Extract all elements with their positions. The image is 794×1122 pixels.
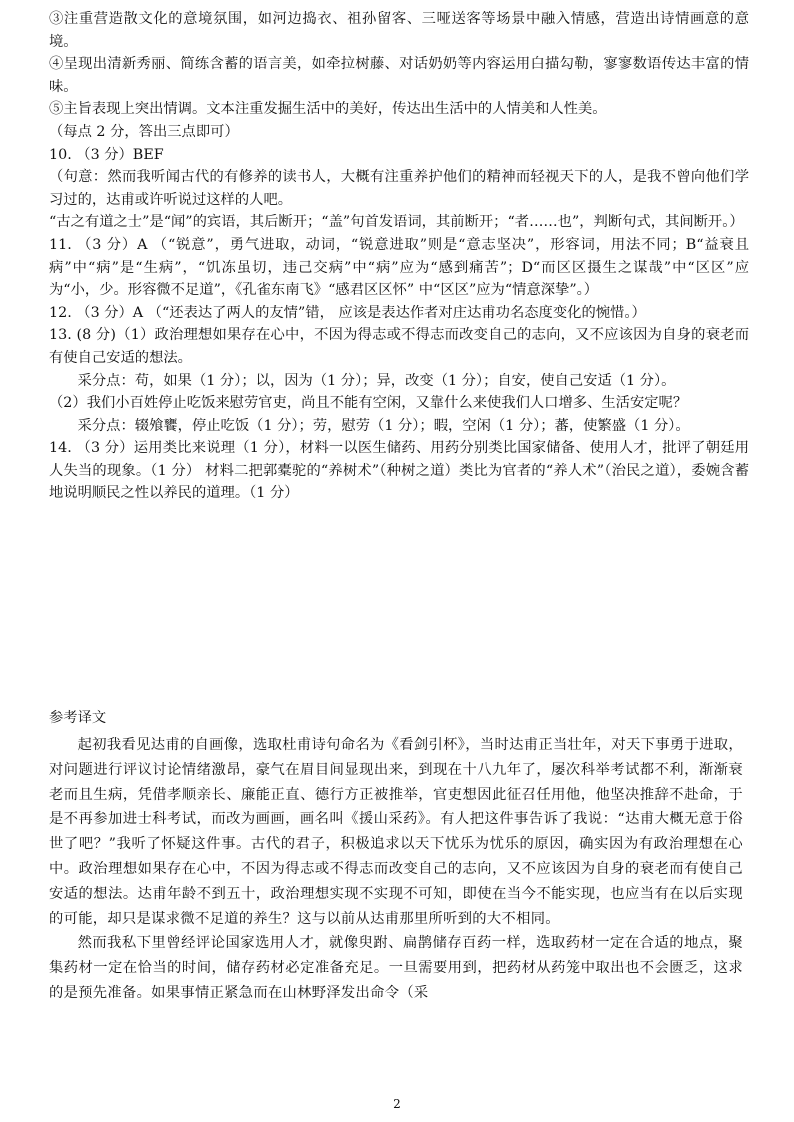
answer-section — [49, 8, 749, 505]
reference-heading: 参考译文 — [49, 710, 107, 726]
question-13-part-1: 13. (8 分)（1）政治理想如果存在心中，不因为得志或不得志而改变自己的志向，又不应该因为自身的衰老而有使自己安适的想法。 — [49, 327, 749, 366]
reference-translation — [49, 733, 743, 1006]
question-10-explanation: （句意：然而我听闻古代的有修养的读书人，大概有注重养护他们的精神而轻视天下的人，是我不曾向他们学习过的，达甫或许听说过这样的人吧。 — [49, 169, 749, 208]
question-11-answer: 11. （3 分）A （“锐意”，勇气进取，动词，“锐意进取”则是“意志坚决”，形容词，用法不同；B“益衰且病”中“病”是“生病”，“饥冻虽切，违己交病”中“病”应为“感到痛苦”；D“而区区摄生之谋哉”中“区区”应为“小，少。形容微不足道”，《孔雀东南飞》“感君区区怀” 中“区区”应为“情意深挚”。） — [49, 236, 749, 299]
question-13-part-1-scoring: 采分点：苟，如果（1 分）；以，因为（1 分）；异，改变（1 分）；自安，使自己安适（1 分）。 — [77, 372, 676, 389]
question-14-answer: 14. （3 分）运用类比来说理（1 分），材料一以医生储药、用药分别类比国家储备、使用人才，批评了朝廷用人失当的现象。（1 分） 材料二把郭橐驼的“养树术”（种树之道）类比为官者的“养人术”（治民之道），委婉含蓄地说明顺民之性以养民的道理。（1 分） — [49, 440, 749, 502]
question-10-explanation-2: “古之有道之士”是“闻”的宾语，其后断开；“盖”句首发语词，其前断开；“者……也”，判断句式，其间断开。） — [49, 214, 744, 231]
question-13-part-2-scoring: 采分点：辍飧饔，停止吃饭（1 分）；劳，慰劳（1 分）；暇，空闲（1 分）；蕃，使繁盛（1 分）。 — [77, 417, 690, 434]
question-10-answer: 10. （3 分）BEF — [49, 146, 164, 163]
translation-paragraph-2: 然而我私下里曾经评论国家选用人才，就像臾跗、扁鹊储存百药一样，选取药材一定在合适的地点，聚集药材一定在恰当的时间，储存药材必定准备充足。一旦需要用到，把药材从药笼中取出也不会匮乏，这求的是预先准备。如果事情正紧急而在山林野泽发出命令（采 — [49, 935, 743, 1001]
answer-item-3: ③注重营造散文化的意境氛围，如河边捣衣、祖孙留客、三哑送客等场景中融入情感，营造出诗情画意的意境。 — [49, 11, 749, 50]
answer-item-4: ④呈现出清新秀丽、简练含蓄的语言美，如牵拉树藤、对话奶奶等内容运用白描勾勒，寥寥数语传达丰富的情味。 — [49, 56, 749, 95]
score-note: （每点 2 分，答出三点即可） — [49, 123, 239, 140]
answer-item-5: ⑤主旨表现上突出情调。文本注重发掘生活中的美好，传达出生活中的人情美和人性美。 — [49, 101, 607, 118]
question-12-answer: 12. （3 分）A （“还表达了两人的友情”错， 应该是表达作者对庄达甫功名态度变化的惋惜。） — [49, 304, 646, 321]
page-number: 2 — [393, 1097, 401, 1111]
translation-paragraph-1: 起初我看见达甫的自画像，选取杜甫诗句命名为《看剑引杯》，当时达甫正当壮年，对天下事勇于进取，对问题进行评议讨论情绪激昂，豪气在眉目间显现出来，到现在十八九年了，屡次科举考试都不利，渐渐衰老而且生病，凭借孝顺亲长、廉能正直、德行方正被推举，官吏想因此征召任用他，他坚决推辞不赴命，于是不再参加进士科考试，而改为画画，画名叫《援山采药》。有人把这件事告诉了我说：“达甫大概无意于俗世了吧？”我听了怀疑这件事。古代的君子，积极追求以天下忧乐为忧乐的原因，确实因为有政治理想在心中。政治理想如果存在心中，不因为得志或不得志而改变自己的志向，又不应该因为自身的衰老而有使自己安适的想法。达甫年龄不到五十，政治理想实现不实现不可知，即使在当今不能实现，也应当有在以后实现的可能，却只是谋求微不足道的养生？这与以前从达甫那里所听到的大不相同。 — [49, 737, 743, 927]
question-13-part-2: （2）我们小百姓停止吃饭来慰劳官吏，尚且不能有空闲，又靠什么来使我们人口增多、生活安定呢？ — [49, 395, 688, 412]
